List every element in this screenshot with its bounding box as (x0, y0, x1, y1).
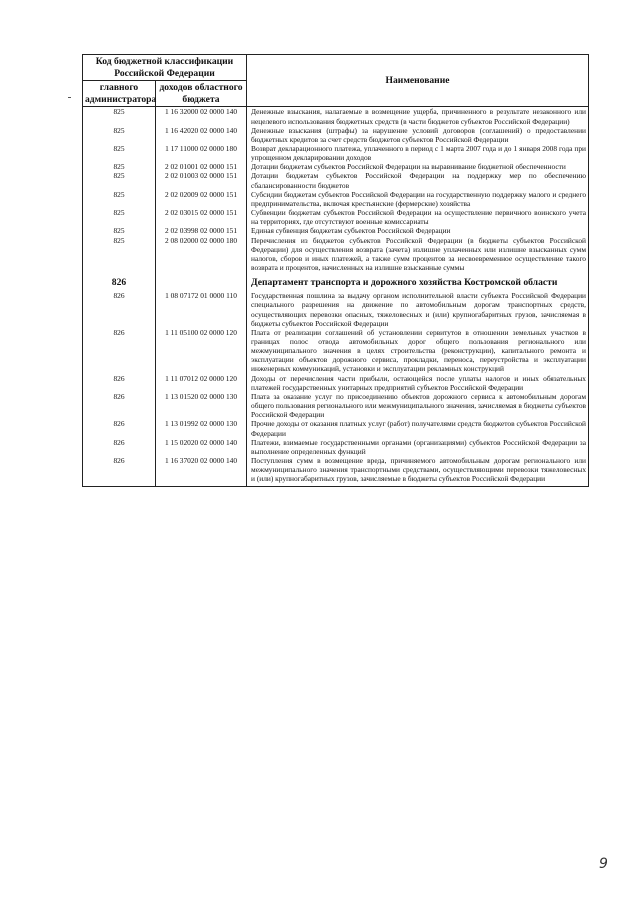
row-admin-code: 826 (83, 374, 156, 392)
table-row (83, 236, 589, 273)
row-income-code: 1 11 05100 02 0000 120 (156, 328, 247, 374)
row-name: Денежные взыскания, налагаемые в возмещение ущерба, причиненного в результате незаконного или нецелевого использования бюджетных средств (в части бюджетов субъектов Российской Федерации) (247, 107, 589, 126)
row-name: Прочие доходы от оказания платных услуг (работ) получателями средств бюджетов субъектов Российской Федерации (247, 419, 589, 437)
row-admin-code: 825 (83, 171, 156, 189)
table-row (83, 107, 589, 126)
table-row (83, 190, 589, 208)
table-row (83, 291, 589, 328)
row-name: Дотации бюджетам субъектов Российской Федерации на выравнивание бюджетной обеспеченности (247, 162, 589, 171)
row-admin-code: 825 (83, 126, 156, 144)
row-admin-code: 826 (83, 291, 156, 328)
row-admin-code: 825 (83, 190, 156, 208)
row-income-code: 1 13 01992 02 0000 130 (156, 419, 247, 437)
row-admin-code: 826 (83, 419, 156, 437)
row-admin-code: 825 (83, 226, 156, 235)
header-name: Наименование (247, 55, 589, 107)
table-body-826 (83, 291, 589, 483)
row-income-code: 2 02 03998 02 0000 151 (156, 226, 247, 235)
row-name: Плата от реализации соглашений об установлении сервитутов в отношении земельных участков в границах полос отвода автомобильных дорог общего пользования регионального или межмуниципального значения в целях строительства (реконструкции), капитального ремонта и эксплуатации объектов дорожного сервиса, прокладки, переноса, переустройства и эксплуатации инженерных коммуникаций, установки и эксплуатации рекламных конструкций (247, 328, 589, 374)
row-admin-code: 825 (83, 144, 156, 162)
department-title: Департамент транспорта и дорожного хозяйства Костромской области (247, 275, 589, 291)
row-admin-code: 825 (83, 208, 156, 226)
row-income-code: 1 15 02020 02 0000 140 (156, 438, 247, 456)
table-row (83, 438, 589, 456)
department-admin-code: 826 (83, 275, 156, 291)
table-row (83, 144, 589, 162)
table-row (83, 328, 589, 374)
row-income-code: 1 13 01520 02 0000 130 (156, 392, 247, 419)
row-income-code: 2 08 02000 02 0000 180 (156, 236, 247, 273)
table-row (83, 392, 589, 419)
table-row (83, 171, 589, 189)
row-name: Доходы от перечисления части прибыли, остающейся после уплаты налогов и иных обязательных платежей государственных унитарных предприятий субъектов Российской Федерации (247, 374, 589, 392)
table-row (83, 226, 589, 235)
row-income-code: 1 11 07012 02 0000 120 (156, 374, 247, 392)
row-admin-code: 826 (83, 392, 156, 419)
table-row (83, 374, 589, 392)
table-row (83, 126, 589, 144)
department-block (83, 272, 589, 291)
row-admin-code: 825 (83, 162, 156, 171)
row-name: Субвенции бюджетам субъектов Российской Федерации на осуществление первичного воинского учета на территориях, где отсутствуют военные комиссариаты (247, 208, 589, 226)
row-income-code: 1 17 11000 02 0000 180 (156, 144, 247, 162)
row-admin-code: 826 (83, 328, 156, 374)
row-income-code: 2 02 02009 02 0000 151 (156, 190, 247, 208)
header-income: доходов областного бюджета (156, 81, 247, 107)
row-admin-code: 825 (83, 107, 156, 126)
row-name: Перечисления из бюджетов субъектов Российской Федерации (в бюджеты субъектов Российской Федерации) для осуществления возврата (зачета) излишне уплаченных или излишне взысканных сумм налогов, сборов и иных платежей, а также сумм процентов за несвоевременное осуществление такого возврата и процентов, начисленных на излишне взысканные суммы (247, 236, 589, 273)
row-name: Субсидии бюджетам субъектов Российской Федерации на государственную поддержку малого и среднего предпринимательства, включая крестьянские (фермерские) хозяйства (247, 190, 589, 208)
row-income-code: 2 02 01003 02 0000 151 (156, 171, 247, 189)
table-body-825 (83, 107, 589, 272)
row-income-code: 1 16 42020 02 0000 140 (156, 126, 247, 144)
row-name: Поступления сумм в возмещение вреда, причиняемого автомобильным дорогам регионального или межмуниципального значения транспортными средствами, осуществляющими перевозки тяжеловесных и (или) крупногабаритных грузов, зачисляемые в бюджеты субъектов Российской Федерации (247, 456, 589, 483)
row-name: Денежные взыскания (штрафы) за нарушение условий договоров (соглашений) о предоставлении бюджетных кредитов за счет средств бюджетов субъектов Российской Федерации (247, 126, 589, 144)
row-income-code: 1 08 07172 01 0000 110 (156, 291, 247, 328)
row-admin-code: 826 (83, 456, 156, 483)
table-row (83, 208, 589, 226)
row-admin-code: 826 (83, 438, 156, 456)
table-row (83, 162, 589, 171)
row-income-code: 1 16 32000 02 0000 140 (156, 107, 247, 126)
row-income-code: 1 16 37020 02 0000 140 (156, 456, 247, 483)
row-name: Государственная пошлина за выдачу органом исполнительной власти субъекта Российской Федерации специального разрешения на движение по автомобильным дорогам транспортных средств, осуществляющих перевозки опасных, тяжеловесных и (или) крупногабаритных грузов, зачисляемая в бюджеты субъектов Российской Федерации (247, 291, 589, 328)
header-admin: главного администратора (83, 81, 156, 107)
budget-code-table (82, 54, 589, 487)
row-admin-code: 825 (83, 236, 156, 273)
row-name: Единая субвенция бюджетам субъектов Российской Федерации (247, 226, 589, 235)
row-name: Платежи, взимаемые государственными органами (организациями) субъектов Российской Федерации за выполнение определенных функций (247, 438, 589, 456)
row-name: Плата за оказание услуг по присоединению объектов дорожного сервиса к автомобильным дорогам общего пользования регионального или межмуниципального значения, зачисляемая в бюджеты субъектов Российской Федерации (247, 392, 589, 419)
scan-mark (68, 97, 71, 98)
header-code-group: Код бюджетной классификации Российской Федерации (83, 55, 247, 81)
page-number: 9 (599, 856, 608, 872)
table-row (83, 419, 589, 437)
row-income-code: 2 02 01001 02 0000 151 (156, 162, 247, 171)
row-name: Возврат декларационного платежа, уплаченного в период с 1 марта 2007 года и до 1 января 2008 года при упрощенном декларировании доходов (247, 144, 589, 162)
table-row (83, 456, 589, 483)
department-income-code (156, 275, 247, 291)
row-name: Дотации бюджетам субъектов Российской Федерации на поддержку мер по обеспечению сбалансированности бюджетов (247, 171, 589, 189)
department-row (83, 275, 589, 291)
row-income-code: 2 02 03015 02 0000 151 (156, 208, 247, 226)
